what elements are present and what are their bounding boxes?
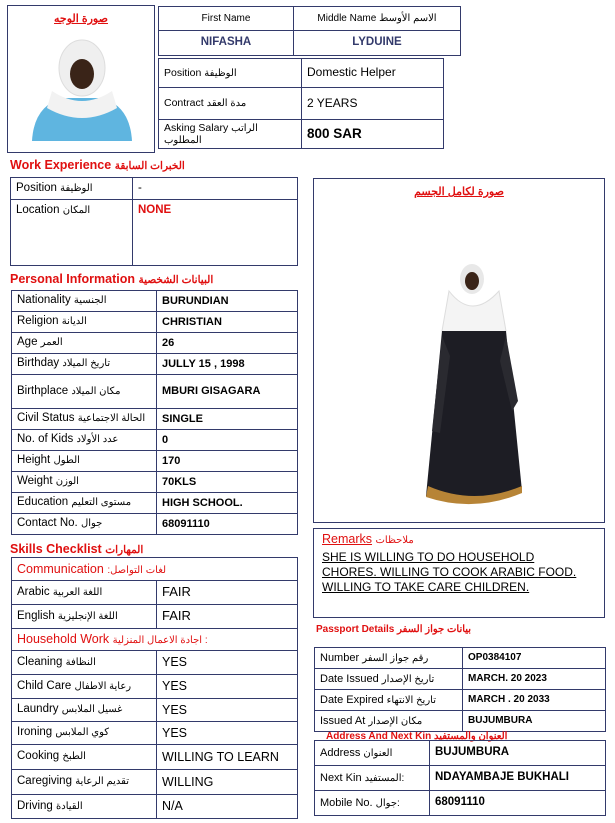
personal-row-label-en: Civil Status — [17, 412, 75, 425]
work-location-label-cell — [11, 200, 133, 266]
remarks-label: Remarks — [322, 532, 373, 546]
personal-row-label — [12, 375, 157, 409]
household-row-value: N/A — [157, 795, 298, 819]
passport-row-label — [315, 711, 463, 732]
address-row — [315, 791, 606, 816]
passport-row-label — [315, 648, 463, 669]
household-row-value: WILLING TO LEARN — [157, 745, 298, 770]
communication-label: Communication — [17, 561, 104, 576]
household-row-label-en: Ironing — [17, 726, 53, 739]
address-heading-en: Address And Next Kin — [326, 731, 432, 742]
personal-row-label — [12, 409, 157, 430]
passport-row-label — [315, 669, 463, 690]
household-row — [12, 699, 298, 722]
passport-row-label — [315, 690, 463, 711]
passport-row-value: OP0384107 — [463, 648, 606, 669]
personal-row — [12, 430, 298, 451]
personal-row-value: HIGH SCHOOL. — [157, 493, 298, 514]
skills-heading-en: Skills Checklist — [10, 542, 102, 556]
personal-row-label — [12, 493, 157, 514]
personal-row-label-ar: الديانة — [61, 316, 87, 328]
personal-row-value: CHRISTIAN — [157, 312, 298, 333]
contract-label: Contract — [164, 97, 204, 110]
passport-row — [315, 690, 606, 711]
household-row-label-en: Cooking — [17, 750, 60, 763]
name-table — [158, 6, 461, 56]
personal-row-label — [12, 291, 157, 312]
personal-row-label — [12, 514, 157, 535]
work-heading-en: Work Experience — [10, 158, 112, 172]
address-row-value: 68091110 — [430, 791, 606, 816]
personal-heading-ar: البيانات الشخصية — [138, 274, 214, 286]
household-row-label — [12, 745, 157, 770]
work-position-value: - — [133, 178, 298, 200]
personal-row-label-ar: العمر — [40, 337, 63, 349]
household-label: Household Work — [17, 632, 110, 647]
household-row — [12, 795, 298, 819]
household-row-value: YES — [157, 651, 298, 675]
address-row-label-en: Address — [320, 746, 361, 759]
passport-row-label-ar: تاريخ الإصدار — [381, 673, 435, 685]
passport-row-label-en: Number — [320, 651, 360, 664]
personal-row — [12, 354, 298, 375]
personal-row-value: BURUNDIAN — [157, 291, 298, 312]
language-row-label-en: English — [17, 609, 55, 622]
household-row-label-en: Driving — [17, 799, 53, 812]
language-row-label — [12, 605, 157, 629]
work-position-label-cell — [11, 178, 133, 200]
personal-row-label — [12, 354, 157, 375]
household-row-label-ar: النظافة — [65, 656, 96, 668]
skills-heading — [10, 542, 143, 556]
passport-row-value: BUJUMBURA — [463, 711, 606, 732]
personal-row-label-en: Nationality — [17, 294, 71, 307]
personal-row-label-ar: تاريخ الميلاد — [62, 358, 111, 370]
personal-row — [12, 312, 298, 333]
passport-heading — [316, 624, 471, 635]
language-row-label — [12, 581, 157, 605]
face-photo-box — [7, 5, 155, 153]
address-row-label — [315, 741, 430, 766]
language-row-label-ar: اللغة العربية — [52, 586, 103, 598]
household-row — [12, 770, 298, 795]
position-label-ar: الوظيفة — [204, 67, 237, 79]
household-subheading — [12, 629, 298, 651]
salary-label-ar: الراتب المطلوب — [164, 122, 258, 146]
personal-row-label-en: Weight — [17, 475, 53, 488]
language-row-value: FAIR — [157, 605, 298, 629]
personal-row-label-en: Religion — [17, 315, 59, 328]
household-row-label-ar: تقديم الرعاية — [75, 776, 129, 788]
personal-row-label-ar: عدد الأولاد — [76, 434, 119, 446]
passport-row-label-ar: رقم جواز السفر — [362, 652, 429, 664]
personal-row-value: MBURI GISAGARA — [157, 375, 298, 409]
household-row-label-en: Child Care — [17, 679, 72, 692]
household-row-label — [12, 795, 157, 819]
first-name-label: First Name — [159, 7, 294, 31]
language-row — [12, 581, 298, 605]
personal-row-value: 70KLS — [157, 472, 298, 493]
position-value: Domestic Helper — [302, 59, 444, 88]
household-row-label-en: Caregiving — [17, 775, 72, 788]
face-photo-caption: صورة الوجه — [54, 13, 108, 25]
personal-row-value: 0 — [157, 430, 298, 451]
salary-label-cell — [159, 120, 302, 149]
remarks-line-3: WILLING TO TAKE CARE CHILDREN. — [322, 580, 530, 594]
work-location-label: Location — [16, 204, 60, 216]
household-row — [12, 675, 298, 699]
personal-row-label-ar: مكان الميلاد — [71, 385, 121, 397]
passport-row-label-en: Issued At — [320, 714, 366, 727]
body-photo — [414, 261, 534, 511]
salary-label: Asking Salary — [164, 121, 229, 134]
personal-row — [12, 451, 298, 472]
household-row-value: YES — [157, 675, 298, 699]
address-heading-ar: العنوان والمستفيد — [433, 731, 508, 742]
address-row — [315, 741, 606, 766]
language-row-label-en: Arabic — [17, 585, 50, 598]
household-row-label — [12, 770, 157, 795]
personal-row — [12, 472, 298, 493]
communication-subheading — [12, 558, 298, 581]
personal-row-label-en: Height — [17, 454, 51, 467]
work-heading-ar: الخبرات السابقة — [114, 160, 185, 172]
personal-row-label-ar: جوال — [80, 518, 103, 530]
personal-row — [12, 493, 298, 514]
work-position-label: Position — [16, 181, 57, 194]
personal-row-value: SINGLE — [157, 409, 298, 430]
address-row-label-en: Next Kin — [320, 771, 362, 784]
household-row-label — [12, 651, 157, 675]
remarks-header — [322, 532, 604, 546]
remarks-text — [322, 550, 604, 595]
face-photo — [22, 36, 142, 141]
personal-row-label-en: Contact No. — [17, 517, 78, 530]
communication-label-ar: :لغات التواصل — [107, 564, 167, 576]
household-row — [12, 651, 298, 675]
passport-heading-ar: بيانات جواز السفر — [397, 624, 472, 635]
passport-table — [314, 647, 606, 732]
personal-row — [12, 375, 298, 409]
personal-table — [11, 290, 298, 535]
household-row-label-ar: الطبخ — [62, 751, 86, 763]
work-position-ar: الوظيفة — [60, 182, 93, 194]
address-row-value: NDAYAMBAJE BUKHALI — [430, 766, 606, 791]
passport-row — [315, 711, 606, 732]
language-row-value: FAIR — [157, 581, 298, 605]
remarks-box — [313, 528, 605, 618]
contract-label-cell — [159, 88, 302, 120]
household-row-label — [12, 675, 157, 699]
middle-name-label: Middle Name الاسم الأوسط — [294, 7, 461, 31]
salary-value: 800 SAR — [302, 120, 444, 149]
passport-row — [315, 669, 606, 690]
passport-row-label-ar: مكان الإصدار — [368, 715, 423, 727]
address-row — [315, 766, 606, 791]
household-row-label-ar: كوي الملابس — [55, 727, 110, 739]
personal-row-label-en: Birthday — [17, 357, 60, 370]
passport-heading-en: Passport Details — [316, 624, 395, 635]
position-label: Position — [164, 66, 202, 79]
middle-name-value: LYDUINE — [294, 31, 461, 56]
personal-row-label — [12, 430, 157, 451]
personal-row-label-en: Birthplace — [17, 384, 69, 397]
work-location-ar: المكان — [62, 205, 91, 216]
household-label-ar: اجادة الاعمال المنزلية : — [112, 635, 208, 647]
household-row-label-ar: القيادة — [56, 800, 83, 812]
language-row — [12, 605, 298, 629]
personal-row — [12, 333, 298, 354]
household-row-label-en: Cleaning — [17, 655, 63, 668]
personal-row-value: 170 — [157, 451, 298, 472]
personal-row-value: JULLY 15 , 1998 — [157, 354, 298, 375]
personal-row-label-ar: الوزن — [55, 476, 79, 488]
personal-row-label-ar: مستوى التعليم — [71, 497, 132, 509]
address-row-label-ar: جوال: — [375, 797, 400, 809]
household-row-value: YES — [157, 699, 298, 722]
passport-row-value: MARCH . 20 2033 — [463, 690, 606, 711]
remarks-label-ar: ملاحظات — [375, 535, 414, 546]
household-row-label-ar: غسيل الملابس — [61, 704, 123, 716]
household-row-label — [12, 699, 157, 722]
household-row — [12, 745, 298, 770]
job-table — [158, 58, 444, 149]
address-table — [314, 740, 606, 816]
contract-value: 2 YEARS — [302, 88, 444, 120]
remarks-line-1: SHE IS WILLING TO DO HOUSEHOLD — [322, 550, 535, 564]
address-row-label-ar: العنوان — [363, 747, 393, 759]
address-row-label-en: Mobile No. — [320, 796, 373, 809]
work-location-value: NONE — [133, 200, 298, 266]
work-heading — [10, 158, 185, 172]
personal-row-label — [12, 451, 157, 472]
address-row-label — [315, 766, 430, 791]
personal-row — [12, 291, 298, 312]
contract-label-ar: مدة العقد — [206, 98, 247, 110]
personal-row-label-en: Age — [17, 336, 38, 349]
language-row-label-ar: اللغة الإنجليزية — [57, 610, 118, 622]
remarks-line-2: CHORES. WILLING TO COOK ARABIC FOOD. — [322, 565, 577, 579]
skills-table — [11, 557, 298, 819]
address-row-label — [315, 791, 430, 816]
personal-row-label-ar: الطول — [53, 455, 80, 467]
household-row — [12, 722, 298, 745]
personal-row — [12, 514, 298, 535]
passport-row-value: MARCH. 20 2023 — [463, 669, 606, 690]
body-photo-box — [313, 178, 605, 523]
personal-row — [12, 409, 298, 430]
household-row-label-en: Laundry — [17, 703, 59, 716]
position-label-cell — [159, 59, 302, 88]
first-name-value: NIFASHA — [159, 31, 294, 56]
personal-row-label-ar: الجنسية — [73, 295, 107, 307]
personal-heading-en: Personal Information — [10, 272, 136, 286]
address-row-label-ar: المستفيد: — [364, 772, 405, 784]
personal-row-label-ar: الحالة الاجتماعية — [77, 413, 146, 425]
personal-row-label-en: Education — [17, 496, 69, 509]
address-row-value: BUJUMBURA — [430, 741, 606, 766]
passport-row-label-en: Date Expired — [320, 693, 384, 706]
household-row-label-ar: رعاية الاطفال — [74, 680, 132, 692]
personal-heading — [10, 272, 213, 286]
household-row-value: WILLING — [157, 770, 298, 795]
passport-row-label-ar: تاريخ الانتهاء — [386, 694, 436, 706]
household-row-label — [12, 722, 157, 745]
work-table — [10, 177, 298, 266]
passport-row — [315, 648, 606, 669]
household-row-value: YES — [157, 722, 298, 745]
personal-row-value: 26 — [157, 333, 298, 354]
skills-heading-ar: المهارات — [105, 544, 144, 556]
passport-row-label-en: Date Issued — [320, 672, 379, 685]
personal-row-label-en: No. of Kids — [17, 433, 74, 446]
personal-row-value: 68091110 — [157, 514, 298, 535]
personal-row-label — [12, 472, 157, 493]
personal-row-label — [12, 312, 157, 333]
body-photo-caption: صورة لكامل الجسم — [414, 186, 504, 198]
personal-row-label — [12, 333, 157, 354]
